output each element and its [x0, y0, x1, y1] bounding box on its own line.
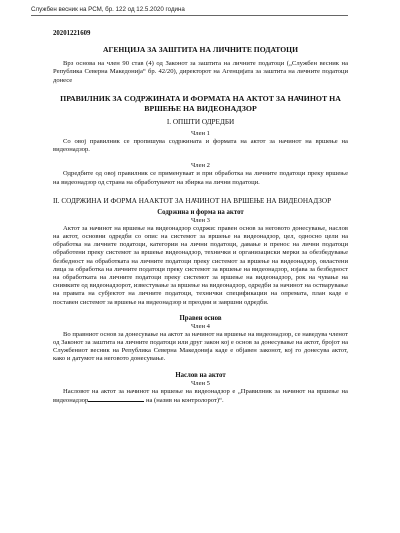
preamble-paragraph: Врз основа на член 90 став (4) од Законот за заштита на личните податоци („Службен весник на Република Северна Македонија“ бр. 42/20), директорот на Агенцијата за заштита на личните податоци донесе — [53, 60, 348, 84]
blank-line — [88, 396, 144, 402]
running-head: Службен весник на РСМ, бр. 122 од 12.5.2020 година — [31, 0, 348, 16]
article-2-text: Одредбите од овој правилник се применуваат и при обработка на личните податоци преку вршење на видеонадзор од страна на обработувачот на збирка на лични податоци. — [53, 170, 348, 186]
article-5-label: Член 5 — [191, 379, 210, 387]
agency-heading: АГЕНЦИЈА ЗА ЗАШТИТА НА ЛИЧНИТЕ ПОДАТОЦИ — [103, 45, 298, 54]
subheading-content-form: Содржина и форма на актот — [157, 208, 244, 216]
subheading-legal-basis: Правен основ — [179, 314, 222, 322]
subheading-act-title: Наслов на актот — [175, 371, 226, 379]
article-2-label: Член 2 — [191, 162, 210, 170]
article-3-label: Член 3 — [191, 216, 210, 224]
article-1-text: Со овој правилник се пропишува содржината и формата на актот за начинот на вршење на видеонадзор. — [53, 138, 348, 154]
article-4-text: Во правниот основ за донесување на актот за начинот на вршење на видеонадзор, се наведува членот од Законот за заштита на личните податоци или друг закон кој е основ за донесување на актот, бројот на Службениот весник на Република Северна Македонија каде е објавен законот, кој го донесува актот, како и датумот на неговото донесување. — [53, 330, 348, 363]
document-title: ПРАВИЛНИК ЗА СОДРЖИНАТА И ФОРМАТА НА АКТОТ ЗА НАЧИНОТ НА ВРШЕЊЕ НА ВИДЕОНАДЗОР — [60, 94, 341, 113]
article-1-label: Член 1 — [191, 130, 210, 138]
article-5-text — [53, 388, 348, 405]
document-number: 20201221609 — [53, 30, 91, 37]
article-4-label: Член 4 — [191, 322, 210, 330]
article-3-text: Актот за начинот на вршење на видеонадзор содржи: правен основ за неговото донесување, наслов на актот, основни одредби со опис на системот за вршење на видеонадзор, цел, односно цели на обработка на личните податоци, категории на лични податоци, давање и пренос на лични податоци обработени преку системот за вршење видеонадзор, технички и организациски мерки за обезбедување безбедност на обработката на личните податоци преку системот за вршење на видеонадзор, овластени лица за обработка на личните податоци преку системот за вршење на видеонадзор, изјава за безбедност на обработката на личните податоци преку системот за вршење на видеонадзор, рок на чување на снимките од видеонадзорот, известување за вршење на видеонадзор, одредби за начинот на остварување на правата на субјектот на личните податоци, технички спецификации на опремата, план каде е поставен системот за вршење на видеонадзор и преодни и завршни одредби. — [53, 224, 348, 306]
section-heading-general: I. ОПШТИ ОДРЕДБИ — [166, 118, 235, 127]
section-heading-content: II. СОДРЖИНА И ФОРМА НААКТОТ ЗА НАЧИНОТ НА ВРШЕЊЕ НА ВИДЕОНАДЗОР — [53, 196, 332, 205]
article-5-text-part-a: Насловот на актот за начинот на вршење на видеонадзор е „Правилник за начинот на вршење на видеонадзор — [53, 387, 348, 404]
article-5-text-part-b: на (назив на контролорот)“. — [145, 396, 224, 404]
